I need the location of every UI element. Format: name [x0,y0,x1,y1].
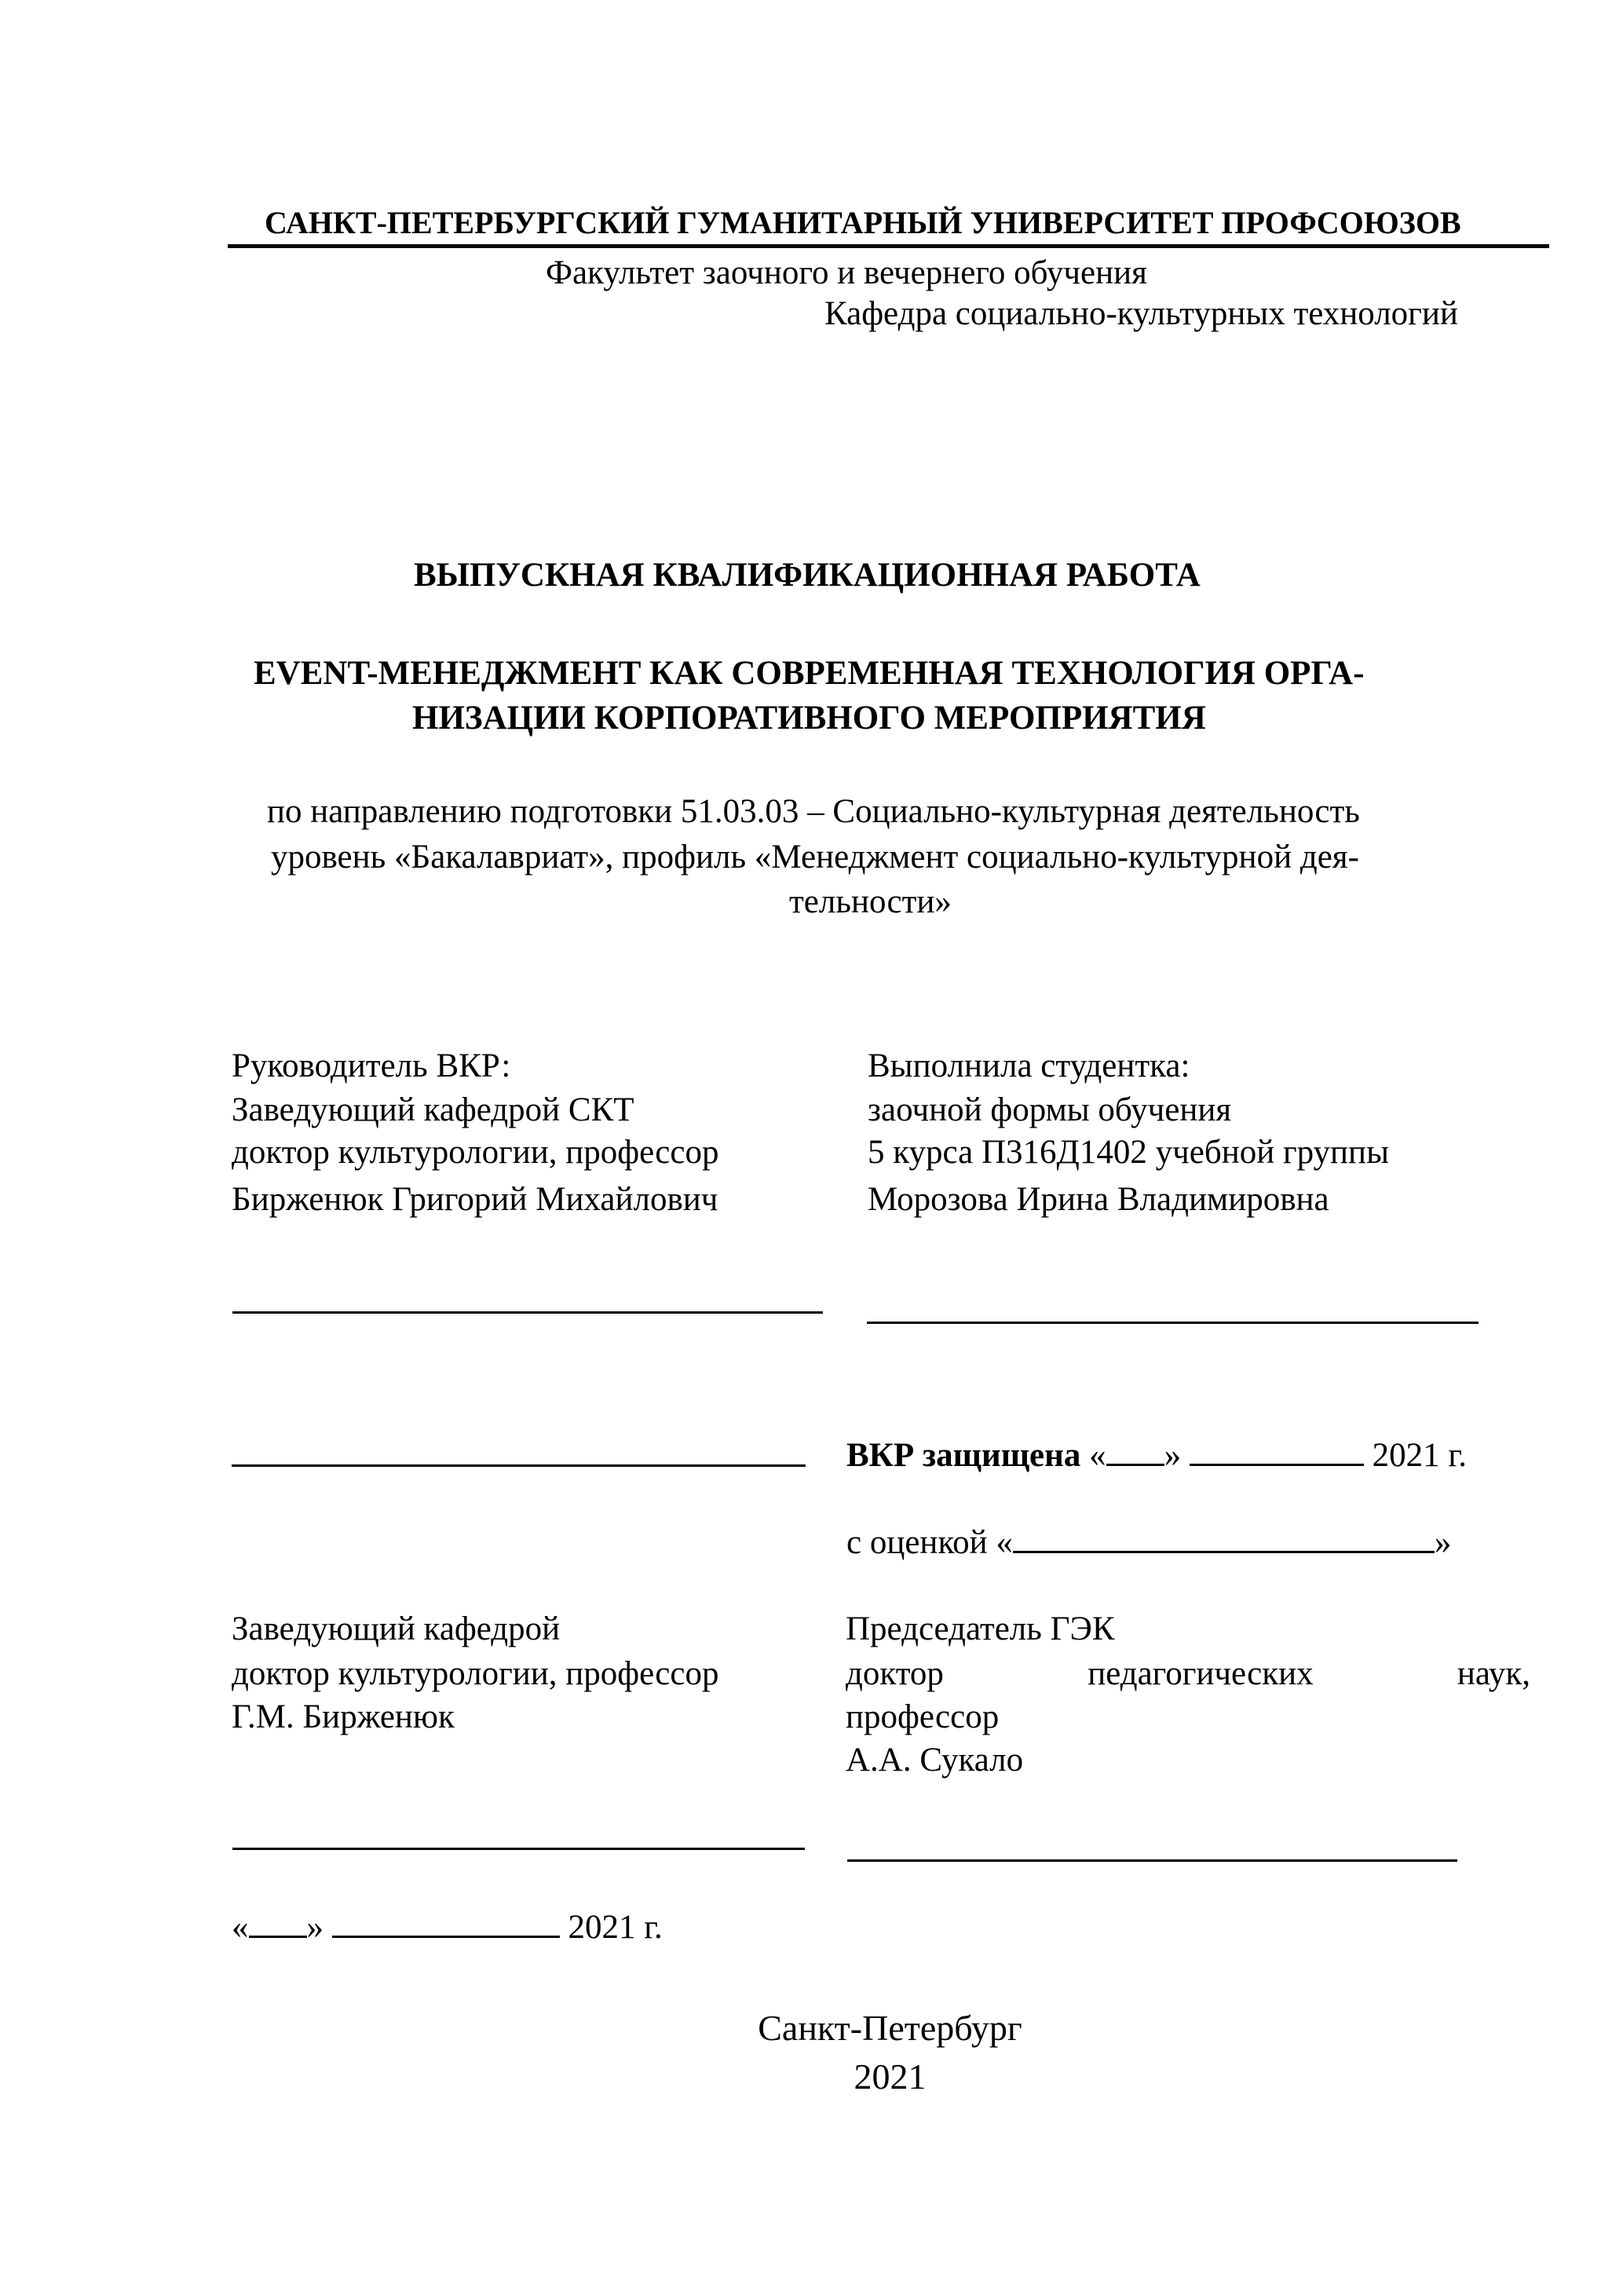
open-quote: « [232,1909,249,1946]
student-signature-line [867,1322,1479,1324]
head-position: Заведующий кафедрой [232,1610,561,1647]
program-line-1: по направлению подготовки 51.03.03 – Социально-культурная деятельность [267,793,1360,830]
university-name: САНКТ-ПЕТЕРБУРГСКИЙ ГУМАНИТАРНЫЙ УНИВЕРСИТЕТ ПРОФСОЮЗОВ [265,205,1461,240]
header-rule [228,244,1549,248]
faculty-name: Факультет заочного и вечернего обучения [546,254,1147,291]
head-name: Г.М. Бирженюк [232,1698,455,1735]
student-group: 5 курса П316Д1402 учебной группы [868,1134,1389,1171]
open-quote: « [1089,1437,1106,1474]
supervisor-position: Заведующий кафедрой СКТ [232,1091,634,1128]
defense-day-field[interactable] [1106,1437,1164,1466]
work-type-title: ВЫПУСКНАЯ КВАЛИФИКАЦИОННАЯ РАБОТА [414,557,1201,594]
head-degree: доктор культурологии, профессор [232,1655,719,1692]
topic-title-line-1: EVENT-МЕНЕДЖМЕНТ КАК СОВРЕМЕННАЯ ТЕХНОЛОГИЯ ОРГА- [254,655,1365,692]
defense-label: ВКР защищена [846,1437,1081,1474]
student-form: заочной формы обучения [868,1091,1232,1128]
supervisor-name: Бирженюк Григорий Михайлович [232,1181,718,1218]
supervisor-label: Руководитель ВКР: [232,1047,511,1084]
chair-signature-line [847,1859,1457,1862]
grade-close-quote: » [1434,1524,1452,1561]
program-line-2: уровень «Бакалавриат», профиль «Менеджмент социально-культурной дея- [271,839,1359,876]
approval-month-field[interactable] [332,1909,560,1938]
defense-month-field[interactable] [1190,1437,1364,1466]
chair-degree-word: наук, [1457,1655,1530,1692]
topic-title-line-2: НИЗАЦИИ КОРПОРАТИВНОГО МЕРОПРИЯТИЯ [412,700,1206,737]
admission-signature-line [232,1464,806,1467]
grade-line [846,1524,1451,1559]
supervisor-degree: доктор культурологии, профессор [232,1134,719,1171]
supervisor-signature-line [232,1311,823,1314]
footer-city: Санкт-Петербург [758,2008,1022,2048]
defense-line [846,1437,1467,1472]
approval-year: 2021 г. [568,1909,663,1946]
department-name: Кафедра социально-культурных технологий [824,295,1458,332]
grade-field[interactable] [1013,1524,1435,1553]
footer-year: 2021 [854,2057,927,2097]
grade-label: с оценкой « [846,1524,1013,1561]
defense-year: 2021 г. [1372,1437,1467,1474]
head-signature-line [232,1848,805,1850]
chair-degree [846,1657,1530,1691]
approval-date-line [232,1909,663,1944]
close-quote: » [1164,1437,1182,1474]
close-quote: » [306,1909,324,1946]
student-name: Морозова Ирина Владимировна [868,1181,1329,1218]
chair-title: профессор [846,1698,1000,1735]
chair-name: А.А. Сукало [846,1742,1024,1779]
approval-day-field[interactable] [249,1909,307,1938]
chair-position: Председатель ГЭК [846,1610,1115,1647]
program-line-3: тельности» [789,883,952,920]
chair-degree-word: педагогических [1087,1655,1314,1692]
chair-degree-word: доктор [846,1655,944,1692]
student-label: Выполнила студентка: [868,1047,1190,1084]
